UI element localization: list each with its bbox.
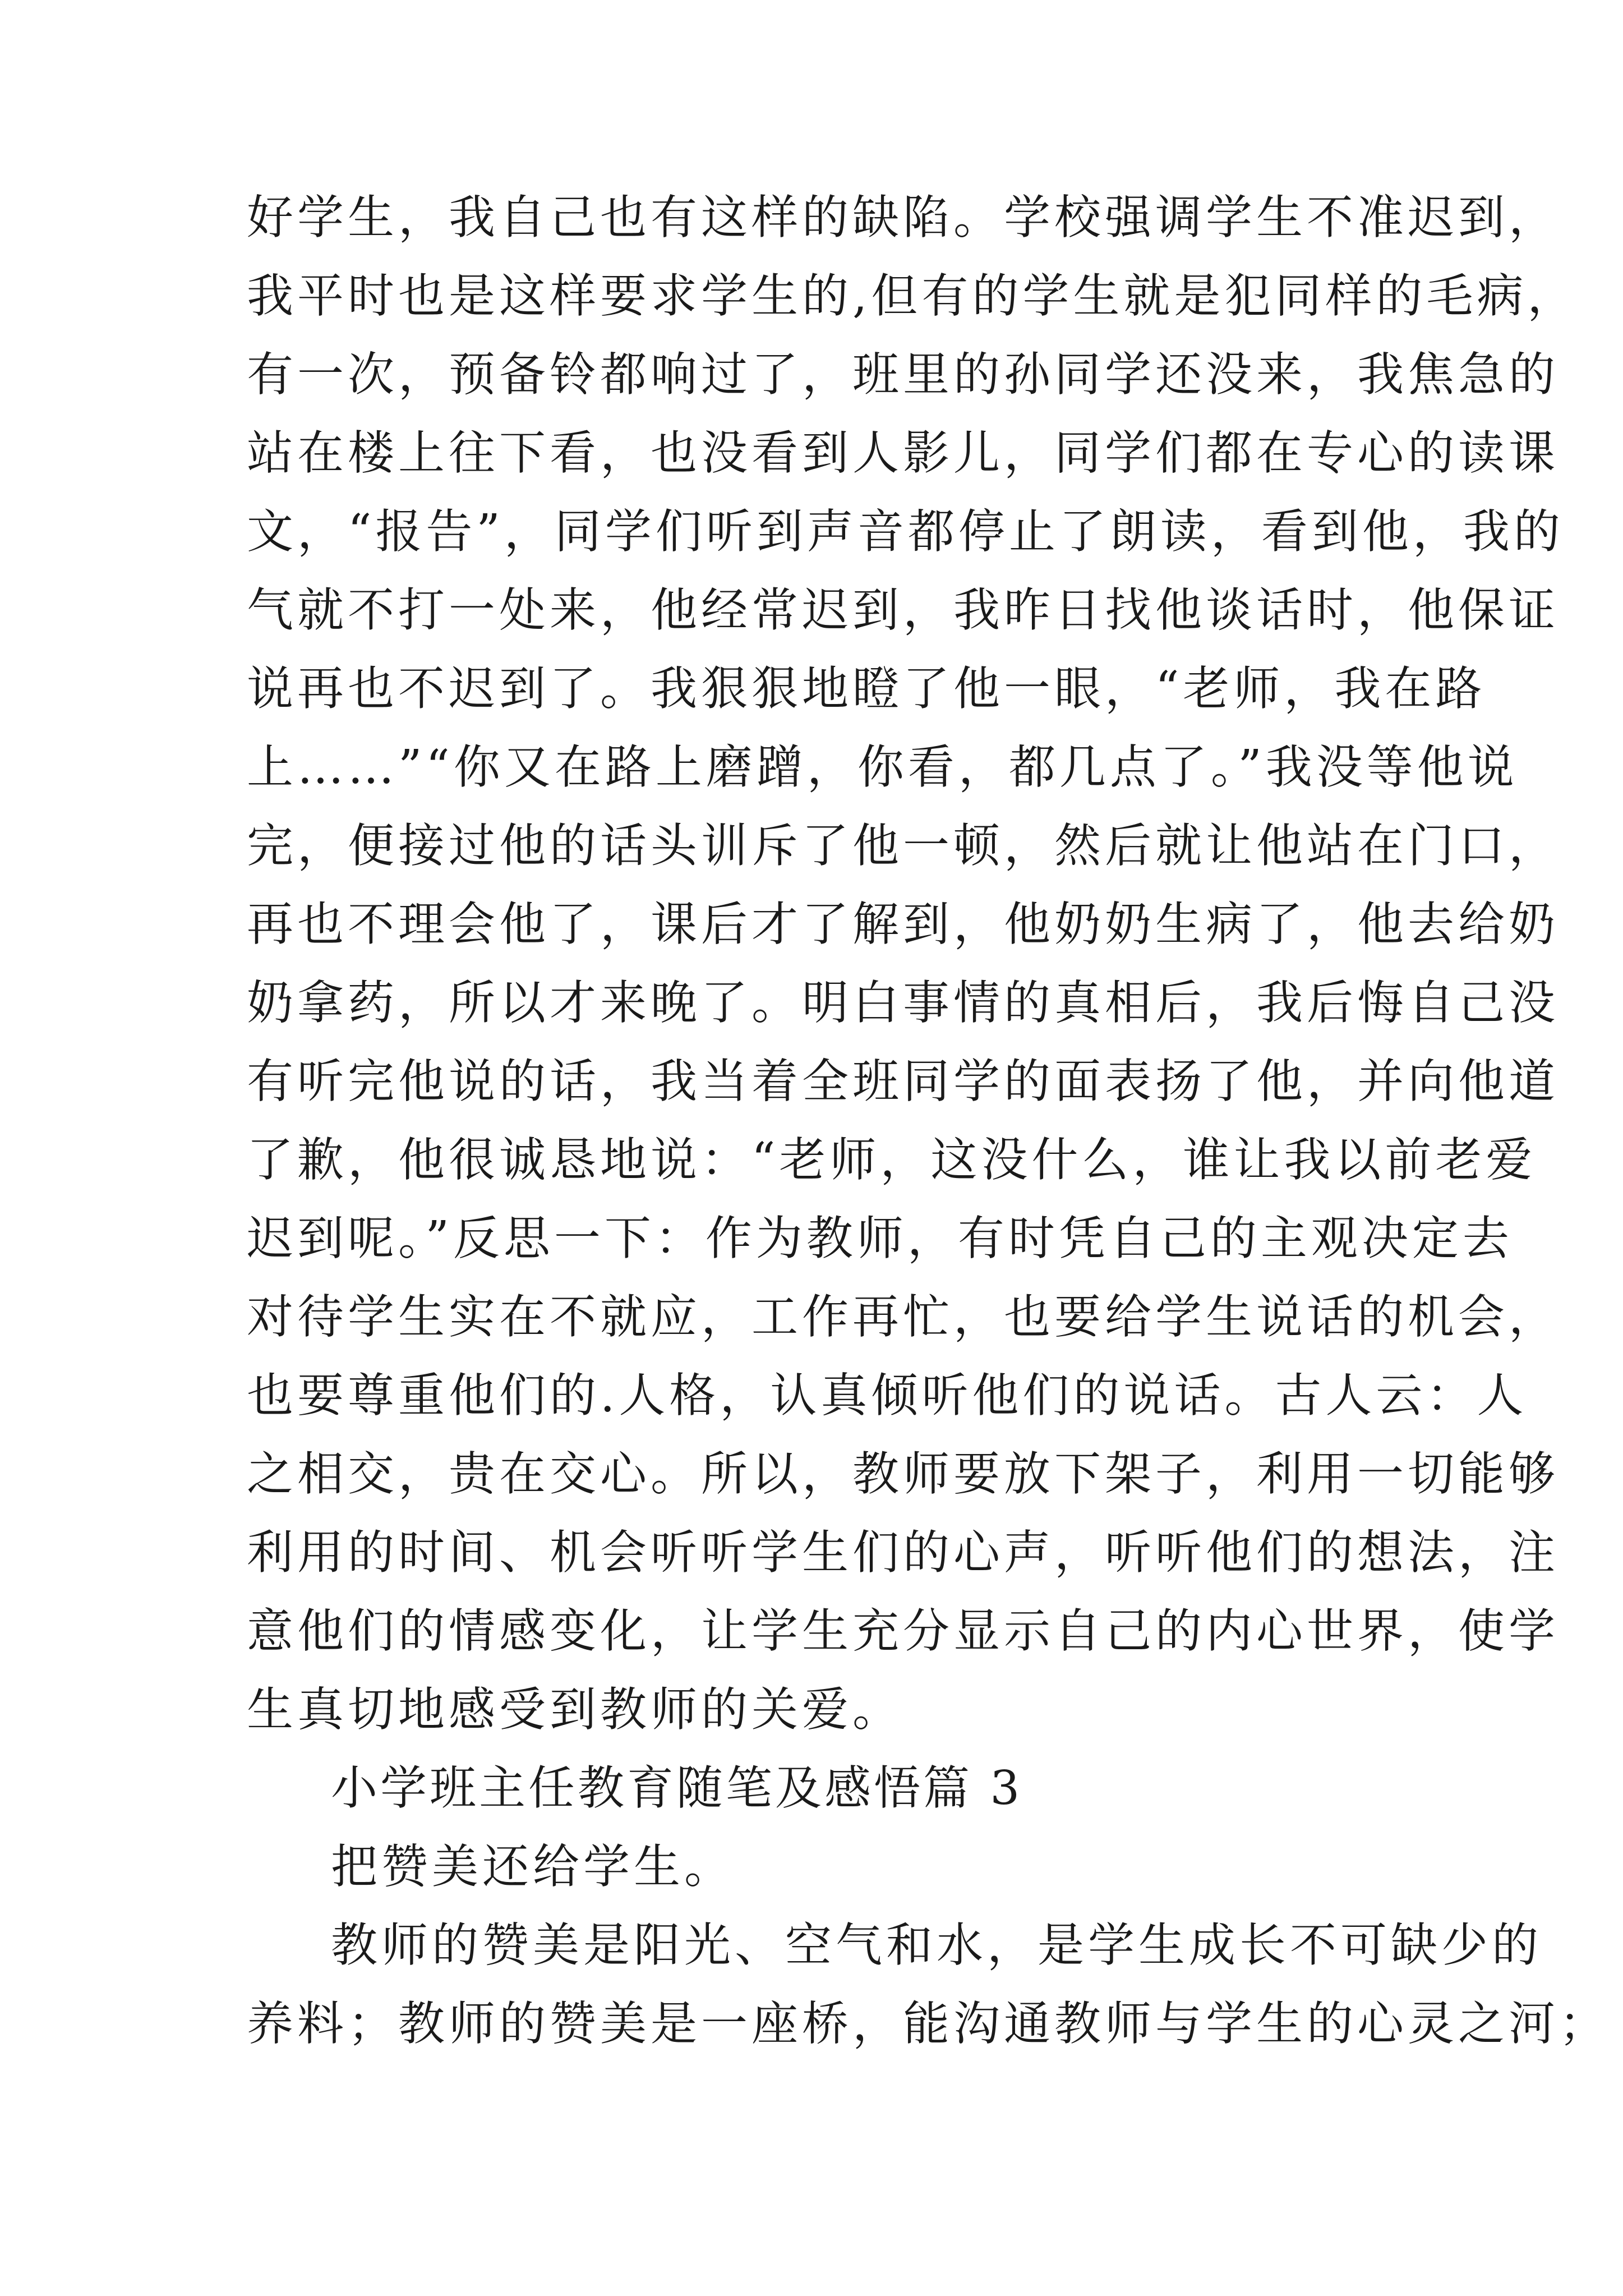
text-line: 生真切地感受到教师的关爱。 xyxy=(247,1682,903,1737)
text-line: 利用的时间、机会听听学生们的心声，听听他们的想法，注 xyxy=(247,1525,1559,1580)
text-line: 也要尊重他们的.人格，认真倾听他们的说话。古人云：人 xyxy=(247,1368,1528,1423)
section-title: 把赞美还给学生。 xyxy=(331,1839,735,1894)
text-line: 气就不打一处来，他经常迟到，我昨日找他谈话时，他保证 xyxy=(247,583,1559,637)
document-body xyxy=(247,178,1610,2063)
text-line: 我平时也是这样要求学生的,但有的学生就是犯同样的毛病， xyxy=(247,269,1578,323)
paragraph-first-line: 教师的赞美是阳光、空气和水，是学生成长不可缺少的 xyxy=(331,1918,1542,1972)
text-line: 好学生，我自己也有这样的缺陷。学校强调学生不准迟到， xyxy=(247,190,1559,245)
text-line: 对待学生实在不就应，工作再忙，也要给学生说话的机会， xyxy=(247,1290,1559,1344)
text-line: 有听完他说的话，我当着全班同学的面表扬了他，并向他道 xyxy=(247,1054,1559,1108)
text-line: 有一次，预备铃都响过了，班里的孙同学还没来，我焦急的 xyxy=(247,347,1559,402)
text-line: 奶拿药，所以才来晚了。明白事情的真相后，我后悔自己没 xyxy=(247,976,1559,1030)
text-line: 说再也不迟到了。我狠狠地瞪了他一眼，“老师，我在路 xyxy=(247,661,1486,716)
text-line: 迟到呢。”反思一下：作为教师，有时凭自己的主观决定去 xyxy=(247,1211,1513,1266)
text-line: 了歉，他很诚恳地说：“老师，这没什么，谁让我以前老爱 xyxy=(247,1133,1537,1187)
text-line: 文，“报告”，同学们听到声音都停止了朗读，看到他，我的 xyxy=(247,504,1564,559)
section-heading: 小学班主任教育随笔及感悟篇 3 xyxy=(331,1761,1023,1815)
text-line: 完，便接过他的话头训斥了他一顿，然后就让他站在门口， xyxy=(247,818,1559,873)
text-line: 上……”“你又在路上磨蹭，你看，都几点了。”我没等他说 xyxy=(247,740,1518,794)
text-line: 之相交，贵在交心。所以，教师要放下架子，利用一切能够 xyxy=(247,1447,1559,1501)
text-line: 再也不理会他了，课后才了解到，他奶奶生病了，他去给奶 xyxy=(247,897,1559,951)
text-line: 站在楼上往下看，也没看到人影儿，同学们都在专心的读课 xyxy=(247,426,1559,480)
text-line: 意他们的情感变化，让学生充分显示自己的内心世界，使学 xyxy=(247,1604,1559,1658)
text-line: 养料；教师的赞美是一座桥，能沟通教师与学生的心灵之河； xyxy=(247,1996,1610,2051)
